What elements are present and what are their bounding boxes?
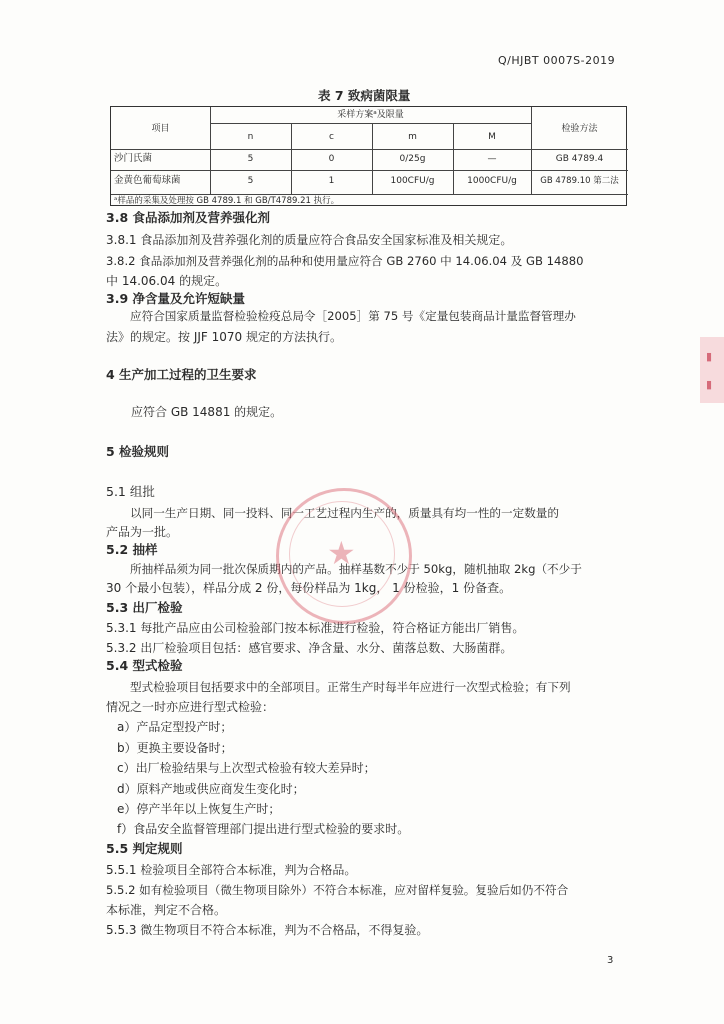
clause-5-1-line2: 产品为一批。: [106, 525, 179, 539]
seal-mark-icon: ▮: [706, 350, 713, 363]
list-item: e）停产半年以上恢复生产时；: [117, 802, 281, 816]
section-3-9-heading: 3.9 净含量及允许短缺量: [106, 291, 245, 306]
section-3-8-heading: 3.8 食品添加剂及营养强化剂: [106, 210, 270, 225]
list-item: c）出厂检验结果与上次型式检验有较大差异时；: [117, 761, 376, 775]
table-cell-c: 1: [328, 176, 335, 186]
clause-5-4-line2: 情况之一时亦应进行型式检验：: [106, 700, 275, 714]
header-m-upper: M: [488, 132, 496, 142]
header-c: c: [329, 132, 334, 142]
company-seal: [276, 488, 412, 624]
section-5-2-heading: 5.2 抽样: [106, 542, 158, 557]
clause-5-5-2-line2: 本标准，判定不合格。: [106, 903, 227, 917]
list-item: b）更换主要设备时；: [117, 741, 233, 755]
header-method: 检验方法: [561, 124, 598, 134]
clause-5-1-line1: 以同一生产日期、同一投料、同一工艺过程内生产的，质量具有均一性的一定数量的: [130, 506, 559, 520]
table-cell-m: 0/25g: [399, 154, 426, 164]
section-4-heading: 4 生产加工过程的卫生要求: [106, 367, 257, 382]
header-m-lower: m: [408, 132, 417, 142]
list-item: a）产品定型投产时；: [117, 720, 233, 734]
clause-3-8-2-line2: 中 14.06.04 的规定。: [106, 274, 228, 288]
clause-3-8-1: 3.8.1 食品添加剂及营养强化剂的质量应符合食品安全国家标准及相关规定。: [106, 233, 513, 247]
clause-3-9-line2: 法》的规定。按 JJF 1070 规定的方法执行。: [106, 330, 342, 344]
table-cell-M: —: [487, 154, 497, 164]
table-row-item: 金黄色葡萄球菌: [114, 175, 181, 186]
list-item: f）食品安全监督管理部门提出进行型式检验的要求时。: [117, 822, 410, 836]
binding-seal: [700, 337, 724, 403]
seal-mark-icon: ▮: [706, 378, 713, 391]
clause-5-5-1: 5.5.1 检验项目全部符合本标准，判为合格品。: [106, 863, 357, 877]
section-5-1-heading: 5.1 组批: [106, 484, 155, 499]
table-cell-method: GB 4789.10 第二法: [540, 176, 619, 186]
table-cell-method: GB 4789.4: [555, 154, 604, 164]
clause-5-2-line2: 30 个最小包装），样品分成 2 份，每份样品为 1kg， 1 份检验，1 份备查。: [106, 581, 512, 595]
clause-5-2-line1: 所抽样品须为同一批次保质期内的产品。抽样基数不少于 50kg，随机抽取 2kg（不少于: [130, 562, 582, 576]
header-sampling-plan: 采样方案ᵃ及限量: [337, 110, 404, 120]
header-n: n: [247, 132, 254, 142]
clause-5-3-1: 5.3.1 每批产品应由公司检验部门按本标准进行检验，符合格证方能出厂销售。: [106, 621, 525, 635]
pathogen-limits-table: [110, 106, 627, 206]
table-row-item: 沙门氏菌: [114, 153, 153, 164]
clause-5-5-2-line1: 5.5.2 如有检验项目（微生物项目除外）不符合本标准，应对留样复验。复验后如仍不符合: [106, 883, 569, 897]
clause-5-4-line1: 型式检验项目包括要求中的全部项目。正常生产时每半年应进行一次型式检验；有下列: [130, 680, 571, 694]
table-cell-c: 0: [328, 154, 335, 164]
table-cell-n: 5: [247, 176, 254, 186]
clause-5-3-2: 5.3.2 出厂检验项目包括：感官要求、净含量、水分、菌落总数、大肠菌群。: [106, 641, 513, 655]
section-5-5-heading: 5.5 判定规则: [106, 841, 183, 856]
table-cell-M: 1000CFU/g: [467, 176, 517, 186]
table-caption: 表 7 致病菌限量: [318, 88, 411, 103]
table-cell-n: 5: [247, 154, 254, 164]
table-cell-m: 100CFU/g: [390, 176, 435, 186]
clause-5-5-3: 5.5.3 微生物项目不符合本标准，判为不合格品，不得复验。: [106, 923, 429, 937]
header-item: 项目: [151, 124, 170, 134]
section-4-text: 应符合 GB 14881 的规定。: [131, 405, 283, 419]
table-footnote: ᵃ样品的采集及处理按 GB 4789.1 和 GB/T4789.21 执行。: [114, 196, 340, 206]
section-5-heading: 5 检验规则: [106, 444, 170, 459]
star-icon: ★: [327, 534, 356, 572]
list-item: d）原料产地或供应商发生变化时；: [117, 782, 305, 796]
page-number: 3: [607, 955, 614, 966]
document-id: Q/HJBT 0007S-2019: [498, 54, 616, 67]
clause-3-9-line1: 应符合国家质量监督检验检疫总局令［2005］第 75 号《定量包装商品计量监督管理办: [130, 309, 576, 323]
section-5-3-heading: 5.3 出厂检验: [106, 600, 183, 615]
section-5-4-heading: 5.4 型式检验: [106, 658, 183, 673]
clause-3-8-2-line1: 3.8.2 食品添加剂及营养强化剂的品种和使用量应符合 GB 2760 中 14.06.04 及 GB 14880: [106, 254, 584, 268]
